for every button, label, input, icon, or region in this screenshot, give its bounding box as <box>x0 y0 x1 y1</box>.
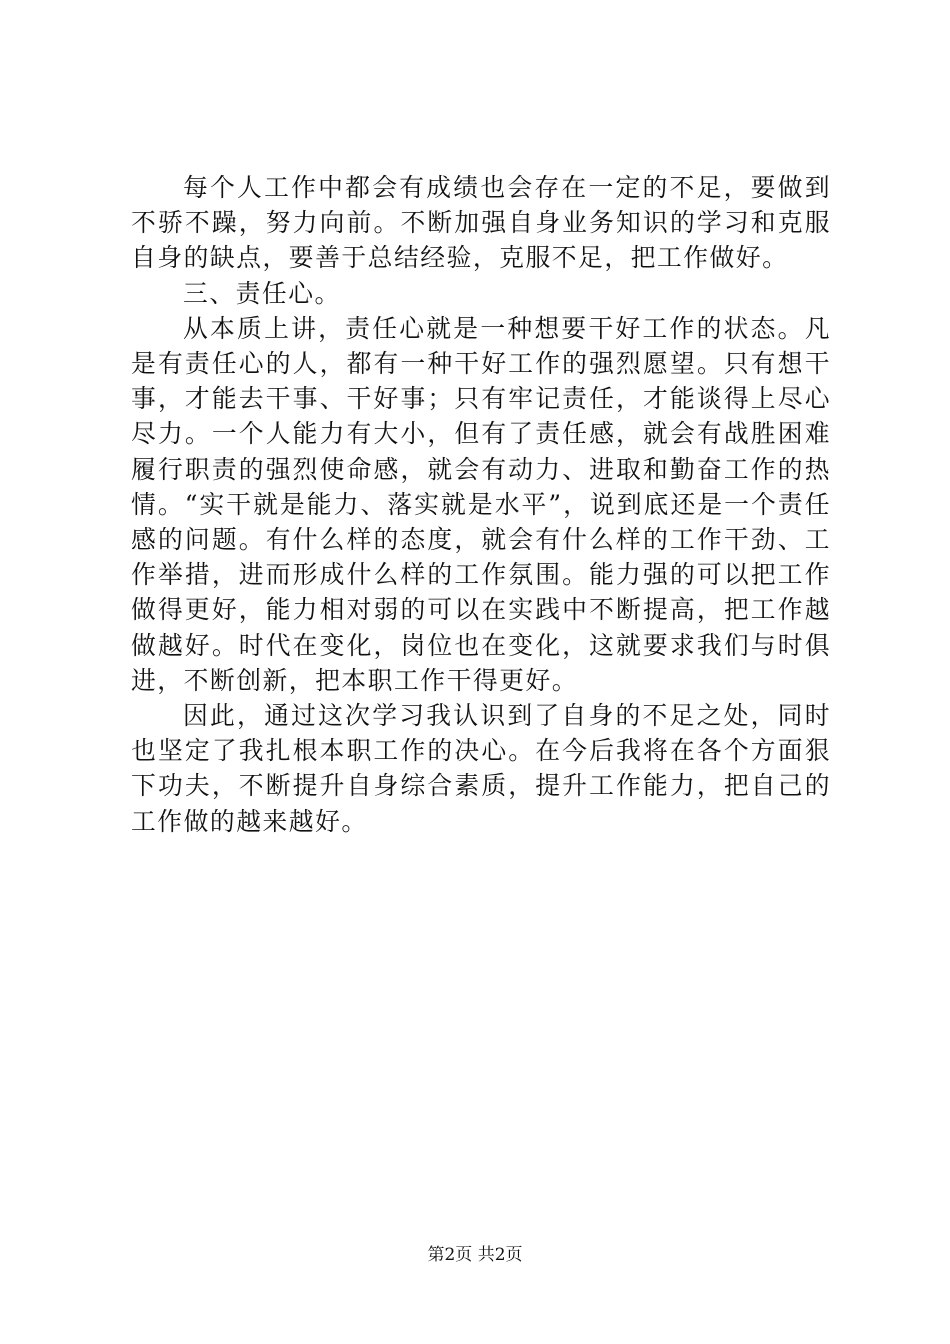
page-number-label: 第2页 共2页 <box>427 1245 523 1265</box>
section-heading-responsibility: 三、责任心。 <box>183 278 341 308</box>
page-footer <box>0 1244 950 1266</box>
paragraph-achievements: 每个人工作中都会有成绩也会存在一定的不足，要做到不骄不躁，努力向前。不断加强自身业务知识的学习和克服自身的缺点，要善于总结经验，克服不足，把工作做好。 <box>131 173 831 273</box>
paragraph-conclusion: 因此，通过这次学习我认识到了自身的不足之处，同时也坚定了我扎根本职工作的决心。在今后我将在各个方面狠下功夫，不断提升自身综合素质，提升工作能力，把自己的工作做的越来越好。 <box>131 701 831 836</box>
document-body <box>131 170 831 839</box>
paragraph-responsibility: 从本质上讲，责任心就是一种想要干好工作的状态。凡是有责任心的人，都有一种干好工作的强烈愿望。只有想干事，才能去干事、干好事；只有牢记责任，才能谈得上尽心尽力。一个人能力有大小，但有了责任感，就会有战胜困难履行职责的强烈使命感，就会有动力、进取和勤奋工作的热情。“实干就是能力、落实就是水平”，说到底还是一个责任感的问题。有什么样的态度，就会有什么样的工作干劲、工作举措，进而形成什么样的工作氛围。能力强的可以把工作做得更好，能力相对弱的可以在实践中不断提高，把工作越做越好。时代在变化，岗位也在变化，这就要求我们与时俱进，不断创新，把本职工作干得更好。 <box>131 313 831 695</box>
